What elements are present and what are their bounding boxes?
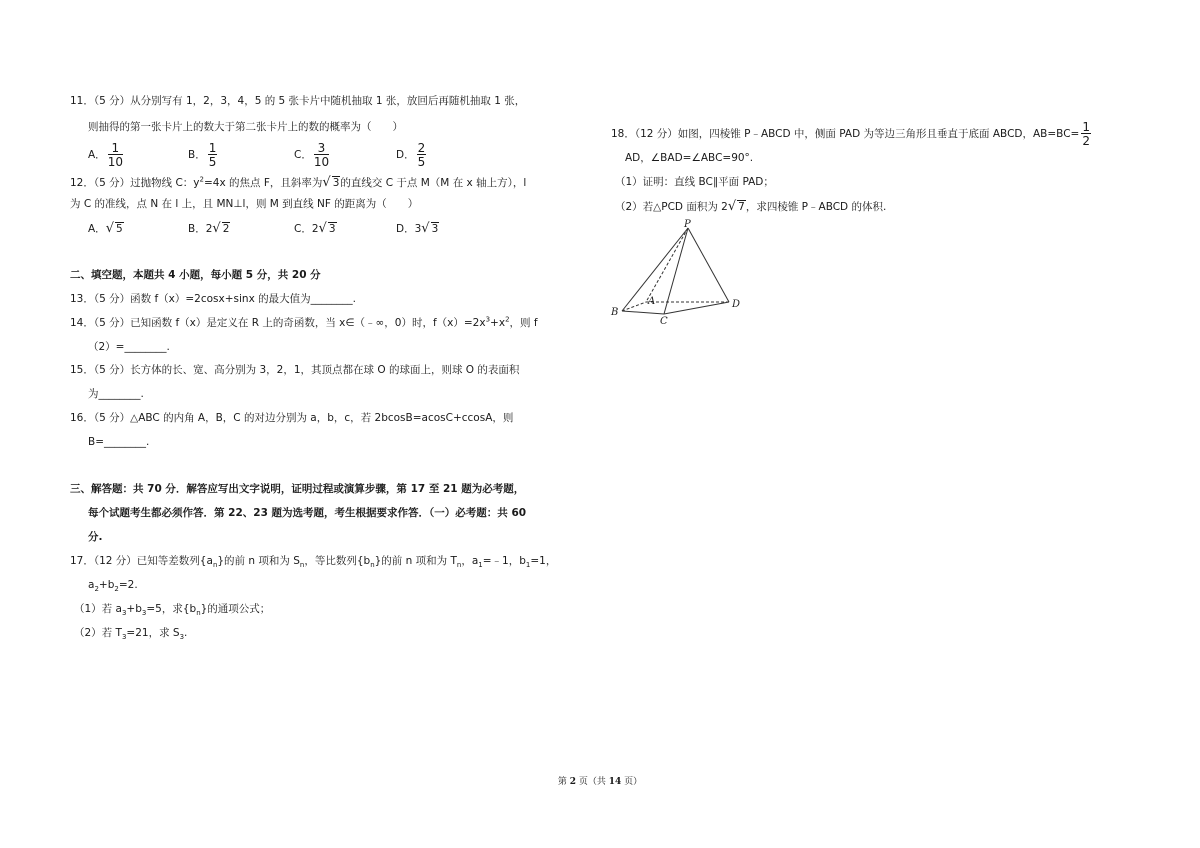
q11-option-d: D． $\frac{2}{5}$	[396, 141, 426, 169]
q12-line1: 12．（5 分）过抛物线 C：$y^2=4x$ 的焦点 F，且斜率为√ 3的直线交 C 于点 M（M 在 x 轴上方），l	[70, 175, 527, 190]
q12-option-b: B．2√ 2	[188, 221, 230, 236]
q16-line2: B=________.	[88, 436, 150, 448]
q17-part1: （1）若 $a_3+b_3=5$，求$\{b_n\}$的通项公式；	[74, 603, 271, 618]
q18-line2: AD，∠BAD=∠ABC=90°.	[625, 152, 754, 164]
pyramid-figure	[608, 218, 758, 328]
q11-option-c: C． $\frac{3}{10}$	[294, 141, 330, 169]
q14-line1: 14．（5 分）已知函数 f（x）是定义在 R 上的奇函数，当 x∈（﹣∞，0）时，$f(x)=2x^3+x^2$，则 f	[70, 315, 538, 329]
edge-pd	[688, 228, 729, 302]
q12-option-a: A．√ 5	[88, 221, 123, 236]
label-b: B	[611, 307, 619, 318]
q15-line1: 15．（5 分）长方体的长、宽、高分别为 3，2，1，其顶点都在球 O 的球面上，则球 O 的表面积	[70, 364, 520, 376]
q18-part2: （2）若△PCD 面积为 2√ 7，求四棱锥 P﹣ABCD 的体积.	[615, 199, 887, 214]
section3-line1: 三、解答题：共 70 分．解答应写出文字说明，证明过程或演算步骤，第 17 至 21 题为必考题，	[70, 483, 525, 495]
q11-option-b: B． $\frac{1}{5}$	[188, 141, 217, 169]
q13-line: 13．（5 分）函数 f（x）=2cosx+sinx 的最大值为________.	[70, 293, 356, 305]
edge-pa	[646, 228, 688, 302]
section3-line3: 分.	[88, 531, 103, 543]
q12-line2: 为 C 的准线，点 N 在 l 上，且 MN⊥l，则 M 到直线 NF 的距离为（ ）	[70, 198, 419, 210]
label-c: C	[660, 316, 668, 327]
q18-fraction: $\frac{1}{2}$	[1082, 120, 1090, 148]
q11-option-c-fraction: $\frac{3}{10}$	[313, 141, 330, 169]
edge-bc	[622, 311, 664, 314]
q16-line1: 16．（5 分）△ABC 的内角 A，B，C 的对边分别为 a，b，c，若 2bcosB=acosC+ccosA，则	[70, 412, 514, 424]
q11-option-a: A． $\frac{1}{10}$	[88, 141, 123, 169]
edge-pc	[664, 228, 688, 314]
label-d: D	[732, 299, 741, 310]
q18-part1: （1）证明：直线 BC∥平面 PAD；	[615, 176, 774, 188]
q11-option-b-fraction: $\frac{1}{5}$	[208, 141, 217, 169]
q11-line2: 则抽得的第一张卡片上的数大于第二张卡片上的数的概率为（ ）	[88, 121, 403, 133]
label-a: A	[648, 296, 656, 307]
edge-cd	[664, 302, 729, 314]
q17-line1: 17．（12 分）已知等差数列$\{a_n\}$的前 n 项和为 $S_n$，等比数列$\{b_n\}$的前 n 项和为 $T_n$，$a_1=﹣1$，$b_1=1$，	[70, 555, 557, 570]
q14-line2: （2）=________.	[88, 341, 170, 353]
page-footer: 第 2 页（共 14 页）	[557, 777, 643, 787]
q11-line1: 11．（5 分）从分别写有 1，2，3，4，5 的 5 张卡片中随机抽取 1 张，放回后再随机抽取 1 张，	[70, 95, 526, 107]
q15-line2: 为________.	[88, 388, 144, 400]
q18-line1: 18．（12 分）如图，四棱锥 P﹣ABCD 中，侧面 PAD 为等边三角形且垂直于底面 ABCD，AB=BC= $\frac{1}{2}$	[611, 120, 1090, 148]
q11-option-a-fraction: $\frac{1}{10}$	[107, 141, 123, 169]
section3-line2: 每个试题考生都必须作答．第 22、23 题为选考题，考生根据要求作答．（一）必考题：共 60	[88, 507, 527, 519]
label-p: P	[684, 219, 691, 230]
q17-line2: $a_2+b_2=2$.	[88, 579, 138, 594]
q11-option-d-fraction: $\frac{2}{5}$	[417, 141, 426, 169]
q17-part2: （2）若 $T_3=21$，求 $S_3$.	[74, 627, 188, 642]
q12-option-d: D．3√ 3	[396, 221, 439, 236]
q12-option-c: C．2√ 3	[294, 221, 336, 236]
section2-title: 二、填空题，本题共 4 小题，每小题 5 分，共 20 分	[70, 269, 321, 281]
